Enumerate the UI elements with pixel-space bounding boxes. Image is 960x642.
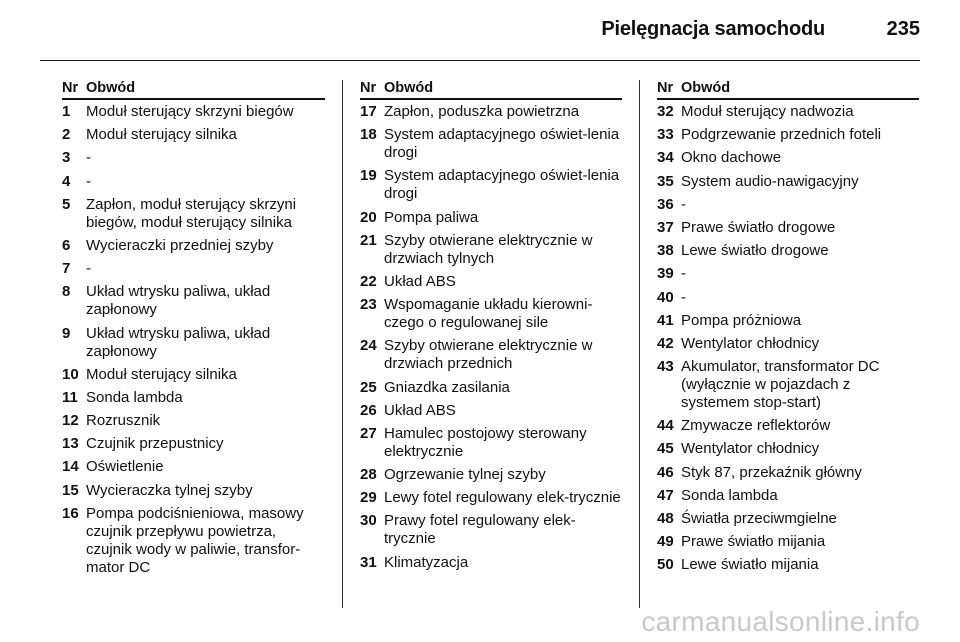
table-row — [657, 487, 919, 505]
fuse-number: 24 — [360, 337, 377, 355]
table-row — [62, 435, 325, 453]
circuit-description: Lewe światło drogowe — [681, 242, 829, 260]
table-row — [657, 149, 919, 167]
fuse-number: 46 — [657, 463, 674, 481]
circuit-description: Zapłon, moduł sterujący skrzyni biegów, moduł sterujący silnika — [86, 195, 297, 231]
fuse-number: 39 — [657, 265, 674, 283]
circuit-description: Wspomaganie układu kierowni-czego o regulowanej sile — [384, 296, 593, 332]
table-header — [62, 80, 325, 100]
fuse-number: 25 — [360, 378, 377, 396]
table-row — [657, 103, 919, 121]
fuse-number: 21 — [360, 231, 377, 249]
table-row — [360, 103, 622, 121]
table-row — [360, 379, 622, 397]
header-nr: Nr — [62, 80, 79, 96]
table-row — [62, 149, 325, 167]
circuit-description: - — [681, 195, 686, 213]
fuse-number: 19 — [360, 167, 377, 185]
fuse-number: 18 — [360, 126, 377, 144]
circuit-description: - — [681, 265, 686, 283]
fuse-number: 13 — [62, 435, 79, 453]
fuse-column-2 — [360, 80, 622, 577]
circuit-description: Lewe światło mijania — [681, 556, 819, 574]
table-row — [657, 510, 919, 528]
circuit-description: Wycieraczka tylnej szyby — [86, 481, 253, 499]
table-row — [62, 482, 325, 500]
circuit-description: Podgrzewanie przednich foteli — [681, 126, 882, 144]
fuse-number: 49 — [657, 533, 674, 551]
table-header — [360, 80, 622, 100]
circuit-description: Pompa podciśnieniowa, masowy czujnik przepływu powietrza, czujnik wody w paliwie, transfor-mator DC — [86, 504, 304, 576]
fuse-number: 40 — [657, 288, 674, 306]
table-row — [62, 325, 325, 361]
header-nr: Nr — [657, 80, 674, 96]
circuit-description: Czujnik przepustnicy — [86, 435, 224, 453]
fuse-number: 36 — [657, 195, 674, 213]
circuit-description: Lewy fotel regulowany elek-trycznie — [384, 489, 621, 507]
circuit-description: - — [86, 260, 91, 278]
table-row — [657, 265, 919, 283]
fuse-number: 28 — [360, 466, 377, 484]
circuit-description: - — [681, 288, 686, 306]
circuit-description: Okno dachowe — [681, 149, 782, 167]
fuse-number: 1 — [62, 103, 71, 120]
circuit-description: System adaptacyjnego oświet-lenia drogi — [384, 126, 620, 162]
table-header — [657, 80, 919, 100]
circuit-description: Prawe światło drogowe — [681, 218, 836, 236]
table-row — [657, 126, 919, 144]
fuse-column-1 — [62, 80, 325, 582]
fuse-number: 42 — [657, 334, 674, 352]
table-row — [62, 196, 325, 232]
table-row — [360, 273, 622, 291]
fuse-number: 31 — [360, 553, 377, 571]
table-row — [62, 126, 325, 144]
table-row — [657, 417, 919, 435]
fuse-number: 37 — [657, 218, 674, 236]
table-row — [62, 173, 325, 191]
circuit-description: Układ ABS — [384, 401, 456, 419]
fuse-number: 15 — [62, 481, 79, 499]
fuse-column-3 — [657, 80, 919, 580]
circuit-description: Gniazdka zasilania — [384, 378, 510, 396]
table-row — [657, 556, 919, 574]
table-row — [360, 425, 622, 461]
fuse-number: 17 — [360, 103, 377, 120]
table-row — [657, 173, 919, 191]
page-title: Pielęgnacja samochodu — [601, 18, 825, 40]
fuse-number: 4 — [62, 172, 71, 190]
fuse-number: 16 — [62, 504, 79, 522]
table-row — [657, 289, 919, 307]
circuit-description: Akumulator, transformator DC (wyłącznie w pojazdach z systemem stop-start) — [681, 358, 880, 412]
circuit-description: Układ wtrysku paliwa, układ zapłonowy — [86, 283, 271, 319]
fuse-list — [657, 103, 919, 574]
circuit-description: Zmywacze reflektorów — [681, 417, 831, 435]
circuit-description: Układ ABS — [384, 272, 456, 290]
table-row — [657, 533, 919, 551]
circuit-description: Światła przeciwmgielne — [681, 510, 837, 527]
fuse-number: 33 — [657, 126, 674, 144]
fuse-number: 30 — [360, 512, 377, 530]
fuse-number: 5 — [62, 195, 71, 213]
circuit-description: Styk 87, przekaźnik główny — [681, 463, 862, 481]
fuse-number: 27 — [360, 424, 377, 442]
fuse-list — [62, 103, 325, 577]
circuit-description: Prawe światło mijania — [681, 533, 826, 551]
circuit-description: Sonda lambda — [86, 388, 183, 406]
fuse-number: 34 — [657, 149, 674, 167]
circuit-description: Szyby otwierane elektrycznie w drzwiach tylnych — [384, 231, 593, 267]
circuit-description: Sonda lambda — [681, 486, 778, 504]
table-row — [360, 209, 622, 227]
table-row — [62, 103, 325, 121]
table-row — [657, 440, 919, 458]
circuit-description: Układ wtrysku paliwa, układ zapłonowy — [86, 324, 271, 360]
fuse-number: 14 — [62, 458, 79, 476]
table-row — [62, 260, 325, 278]
circuit-description: Prawy fotel regulowany elek-trycznie — [384, 512, 576, 548]
fuse-number: 23 — [360, 296, 377, 314]
circuit-description: Wentylator chłodnicy — [681, 440, 820, 458]
header-circuit: Obwód — [384, 80, 434, 96]
table-row — [62, 412, 325, 430]
circuit-description: Moduł sterujący skrzyni biegów — [86, 103, 294, 120]
fuse-number: 43 — [657, 358, 674, 376]
fuse-number: 35 — [657, 172, 674, 190]
fuse-number: 11 — [62, 388, 78, 406]
table-row — [360, 512, 622, 548]
fuse-number: 10 — [62, 365, 79, 383]
circuit-description: Moduł sterujący nadwozia — [681, 103, 854, 120]
table-row — [62, 389, 325, 407]
table-row — [62, 366, 325, 384]
circuit-description: System audio-nawigacyjny — [681, 172, 859, 190]
circuit-description: Oświetlenie — [86, 458, 164, 476]
page-header — [0, 0, 960, 62]
table-row — [360, 126, 622, 162]
fuse-list — [360, 103, 622, 572]
circuit-description: Wentylator chłodnicy — [681, 334, 820, 352]
page-number: 235 — [886, 18, 920, 40]
watermark: carmanualsonline.info — [641, 606, 920, 637]
table-row — [657, 464, 919, 482]
circuit-description: Wycieraczki przedniej szyby — [86, 236, 274, 254]
table-row — [657, 219, 919, 237]
fuse-number: 9 — [62, 324, 71, 342]
table-row — [62, 505, 325, 577]
header-circuit: Obwód — [86, 80, 136, 96]
circuit-description: Klimatyzacja — [384, 553, 469, 571]
fuse-number: 48 — [657, 510, 674, 527]
fuse-number: 50 — [657, 556, 674, 574]
fuse-number: 29 — [360, 489, 377, 507]
circuit-description: System adaptacyjnego oświet-lenia drogi — [384, 167, 620, 203]
table-row — [657, 312, 919, 330]
fuse-number: 26 — [360, 401, 377, 419]
table-row — [360, 466, 622, 484]
table-row — [360, 296, 622, 332]
circuit-description: - — [86, 172, 91, 190]
table-row — [62, 283, 325, 319]
table-row — [360, 232, 622, 268]
fuse-number: 6 — [62, 236, 71, 254]
fuse-number: 2 — [62, 126, 71, 144]
table-row — [62, 458, 325, 476]
fuse-number: 45 — [657, 440, 674, 458]
fuse-number: 12 — [62, 412, 79, 430]
table-row — [657, 242, 919, 260]
column-divider — [342, 80, 343, 608]
circuit-description: Moduł sterujący silnika — [86, 126, 237, 144]
circuit-description: Ogrzewanie tylnej szyby — [384, 466, 546, 484]
fuse-number: 8 — [62, 283, 71, 301]
circuit-description: Moduł sterujący silnika — [86, 365, 237, 383]
table-row — [657, 196, 919, 214]
table-row — [360, 337, 622, 373]
circuit-description: - — [86, 149, 91, 167]
column-divider — [639, 80, 640, 608]
fuse-number: 7 — [62, 260, 71, 278]
header-divider — [40, 60, 920, 61]
table-row — [360, 402, 622, 420]
circuit-description: Hamulec postojowy sterowany elektrycznie — [384, 424, 587, 460]
table-row — [62, 237, 325, 255]
fuse-number: 38 — [657, 242, 674, 260]
table-row — [657, 358, 919, 412]
header-nr: Nr — [360, 80, 377, 96]
table-row — [360, 554, 622, 572]
fuse-number: 32 — [657, 103, 674, 120]
header-circuit: Obwód — [681, 80, 731, 96]
table-row — [360, 167, 622, 203]
table-row — [657, 335, 919, 353]
circuit-description: Pompa paliwa — [384, 208, 479, 226]
circuit-description: Szyby otwierane elektrycznie w drzwiach przednich — [384, 337, 593, 373]
table-row — [360, 489, 622, 507]
fuse-number: 47 — [657, 486, 674, 504]
fuse-number: 20 — [360, 208, 377, 226]
circuit-description: Zapłon, poduszka powietrzna — [384, 103, 580, 120]
circuit-description: Rozrusznik — [86, 412, 161, 430]
fuse-number: 22 — [360, 272, 377, 290]
fuse-number: 41 — [657, 311, 674, 329]
fuse-number: 44 — [657, 417, 674, 435]
circuit-description: Pompa próżniowa — [681, 311, 802, 329]
fuse-number: 3 — [62, 149, 71, 167]
